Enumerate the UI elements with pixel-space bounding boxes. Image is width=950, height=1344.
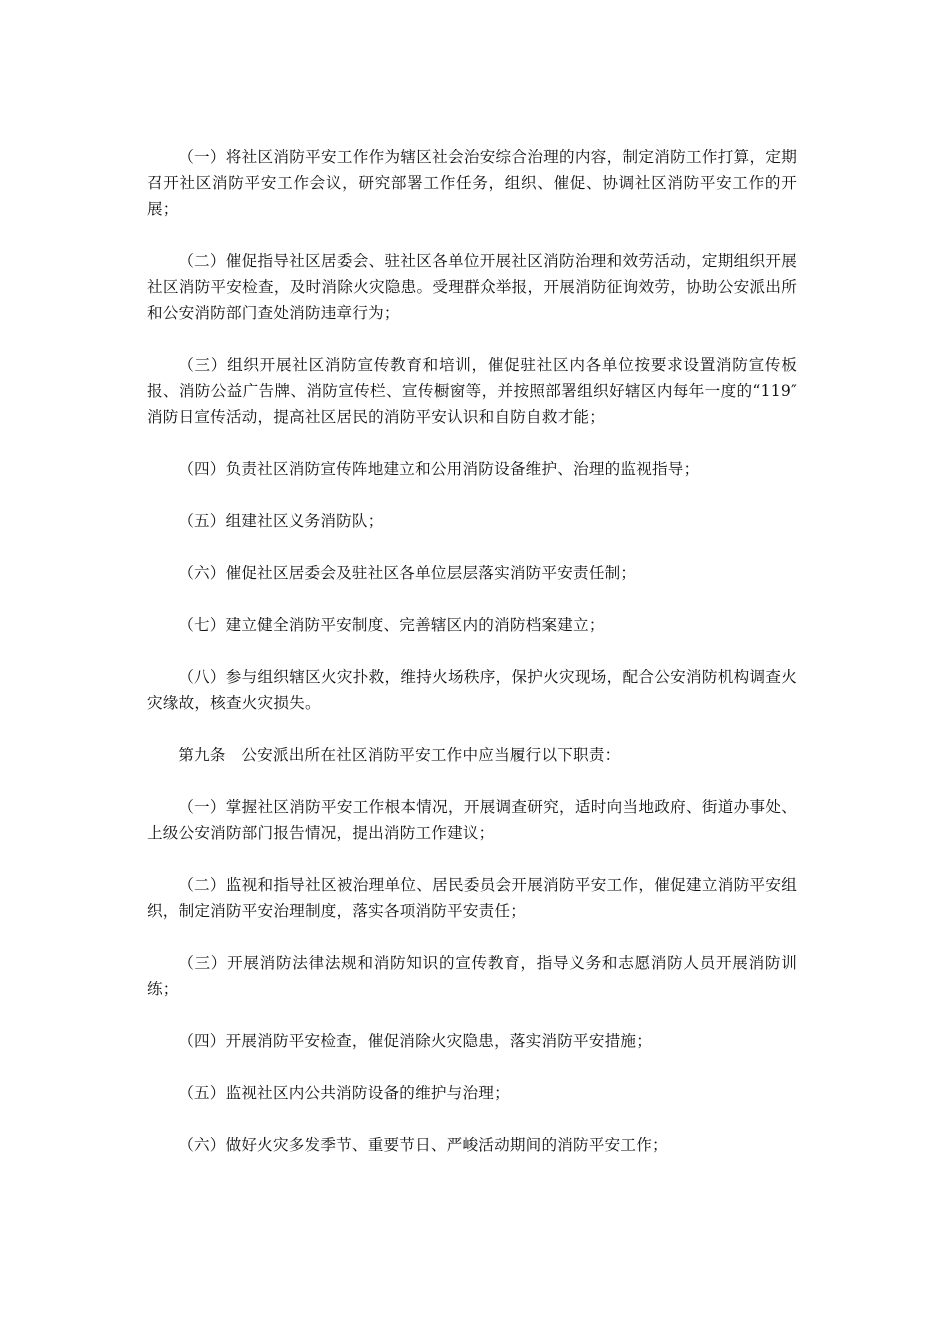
paragraph-street-item-8: （八）参与组织辖区火灾扑救，维持火场秩序，保护火灾现场，配合公安消防机构调查火灾缘故，核查火灾损失。: [147, 668, 797, 712]
paragraph-police-item-6: （六）做好火灾多发季节、重要节日、严峻活动期间的消防平安工作；: [178, 1136, 668, 1154]
paragraph-street-item-3: （三）组织开展社区消防宣传教育和培训，催促驻社区内各单位按要求设置消防宣传板报、消防公益广告牌、消防宣传栏、宣传橱窗等，并按照部署组织好辖区内每年一度的“119″ 消防日宣传活动，提高社区居民的消防平安认识和自防自救才能；: [147, 356, 797, 426]
paragraph-street-item-6: （六）催促社区居委会及驻社区各单位层层落实消防平安责任制；: [178, 564, 637, 582]
paragraph-police-item-5: （五）监视社区内公共消防设备的维护与治理；: [178, 1084, 510, 1102]
paragraph-police-item-3: （三）开展消防法律法规和消防知识的宣传教育，指导义务和志愿消防人员开展消防训练；: [147, 954, 797, 998]
document-body: [147, 144, 797, 1184]
paragraph-street-item-1: （一）将社区消防平安工作作为辖区社会治安综合治理的内容，制定消防工作打算，定期召开社区消防平安工作会议，研究部署工作任务，组织、催促、协调社区消防平安工作的开展；: [147, 148, 797, 218]
paragraph-street-item-2: （二）催促指导社区居委会、驻社区各单位开展社区消防治理和效劳活动，定期组织开展社区消防平安检查，及时消除火灾隐患。受理群众举报，开展消防征询效劳，协助公安派出所和公安消防部门查处消防违章行为；: [147, 252, 797, 322]
paragraph-police-item-2: （二）监视和指导社区被治理单位、居民委员会开展消防平安工作，催促建立消防平安组织，制定消防平安治理制度，落实各项消防平安责任；: [147, 876, 797, 920]
paragraph-street-item-4: （四）负责社区消防宣传阵地建立和公用消防设备维护、治理的监视指导；: [178, 460, 700, 478]
paragraph-street-item-5: （五）组建社区义务消防队；: [178, 512, 384, 530]
paragraph-police-item-1: （一）掌握社区消防平安工作根本情况，开展调查研究，适时向当地政府、街道办事处、上级公安消防部门报告情况，提出消防工作建议；: [147, 798, 797, 842]
article-nine-heading: 第九条 公安派出所在社区消防平安工作中应当履行以下职责：: [178, 746, 621, 764]
paragraph-street-item-7: （七）建立健全消防平安制度、完善辖区内的消防档案建立；: [178, 616, 605, 634]
paragraph-police-item-4: （四）开展消防平安检查，催促消除火灾隐患，落实消防平安措施；: [178, 1032, 653, 1050]
